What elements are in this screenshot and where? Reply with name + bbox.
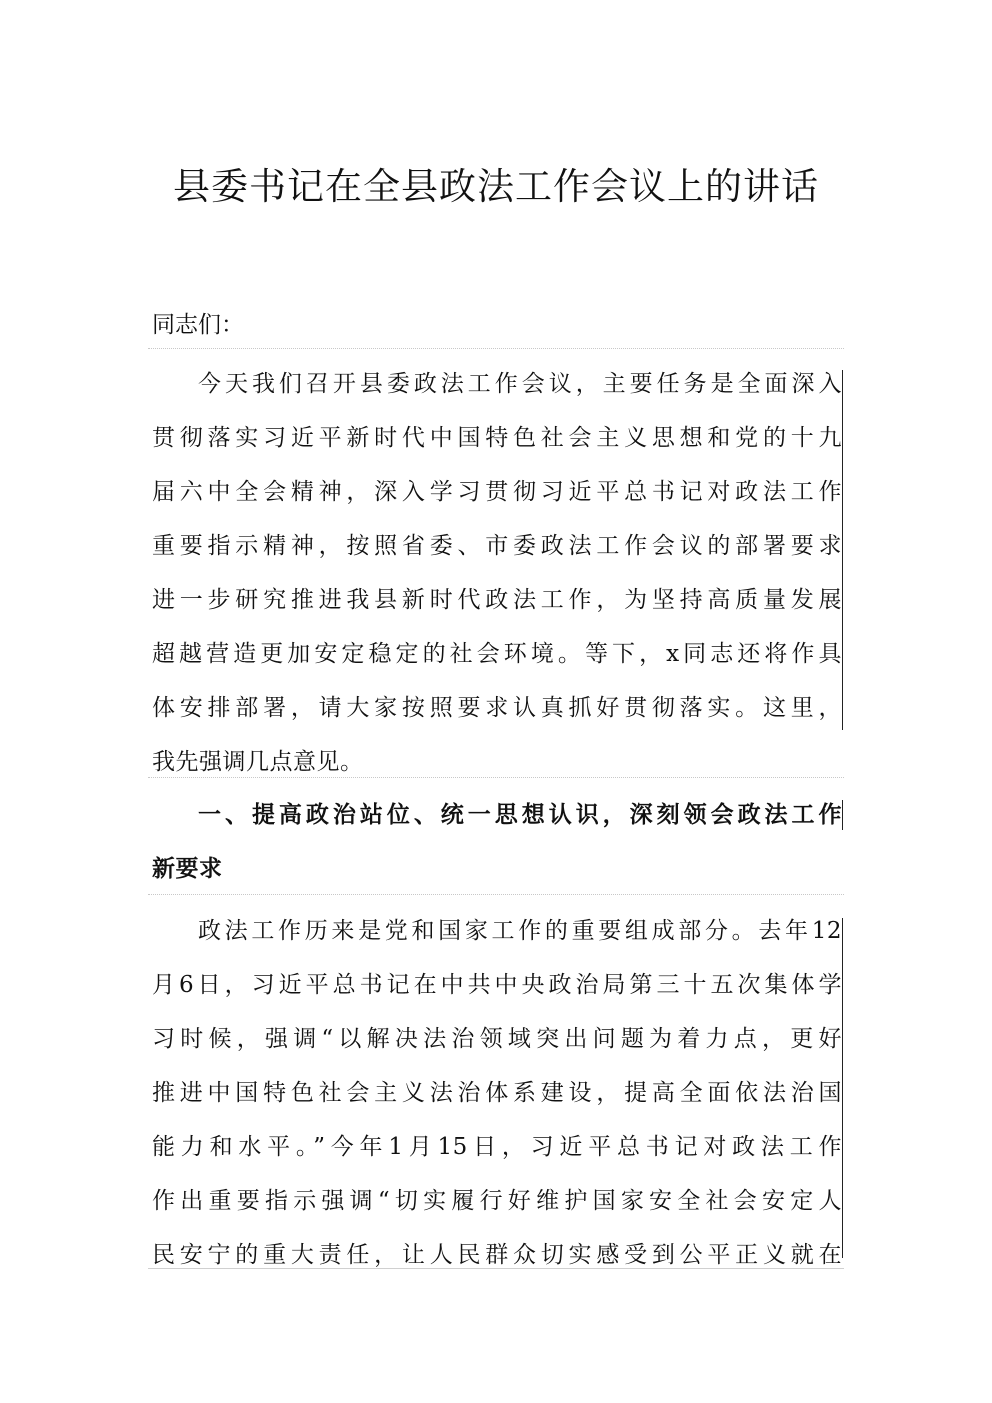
paragraph-line: 体安排部署，请大家按照要求认真抓好贯彻落实。这里，: [152, 695, 842, 721]
salutation: 同志们：: [152, 312, 244, 338]
document-title: 县委书记在全县政法工作会议上的讲话: [173, 165, 819, 208]
paragraph-line: 进一步研究推进我县新时代政法工作，为坚持高质量发展: [152, 587, 842, 613]
paragraph-line: 届六中全会精神，深入学习贯彻习近平总书记对政法工作: [152, 479, 842, 505]
heading-line: 新要求: [152, 856, 223, 882]
paragraph-line: 贯彻落实习近平新时代中国特色社会主义思想和党的十九: [152, 425, 842, 451]
paragraph-line: 习时候，强调“以解决法治领域突出问题为着力点，更好: [152, 1026, 842, 1052]
paragraph-line: 作出重要指示强调“切实履行好维护国家安全社会安定人: [152, 1188, 842, 1214]
divider: [148, 777, 844, 778]
paragraph-line: 政法工作历来是党和国家工作的重要组成部分。去年12: [198, 918, 842, 944]
paragraph-body: [152, 904, 842, 1282]
margin-mark: [842, 918, 843, 1258]
heading-line: 一、提高政治站位、统一思想认识，深刻领会政法工作: [198, 802, 842, 828]
divider: [148, 348, 844, 349]
paragraph-line: 民安宁的重大责任，让人民群众切实感受到公平正义就在: [152, 1242, 842, 1268]
paragraph-line: 今天我们召开县委政法工作会议，主要任务是全面深入: [198, 371, 842, 397]
section-heading: [152, 788, 842, 896]
paragraph-line: 超越营造更加安定稳定的社会环境。等下，x同志还将作具: [152, 641, 842, 667]
divider: [148, 894, 844, 895]
margin-mark: [842, 800, 843, 830]
paragraph-intro: [152, 357, 842, 789]
page-bottom-rule: [148, 1268, 844, 1269]
paragraph-line: 月6日，习近平总书记在中共中央政治局第三十五次集体学: [152, 972, 842, 998]
paragraph-line: 重要指示精神，按照省委、市委政法工作会议的部署要求: [152, 533, 842, 559]
margin-mark: [842, 370, 843, 730]
paragraph-line: 我先强调几点意见。: [152, 749, 364, 775]
paragraph-line: 能力和水平。”今年1月15日，习近平总书记对政法工作: [152, 1134, 842, 1160]
paragraph-line: 推进中国特色社会主义法治体系建设，提高全面依法治国: [152, 1080, 842, 1106]
